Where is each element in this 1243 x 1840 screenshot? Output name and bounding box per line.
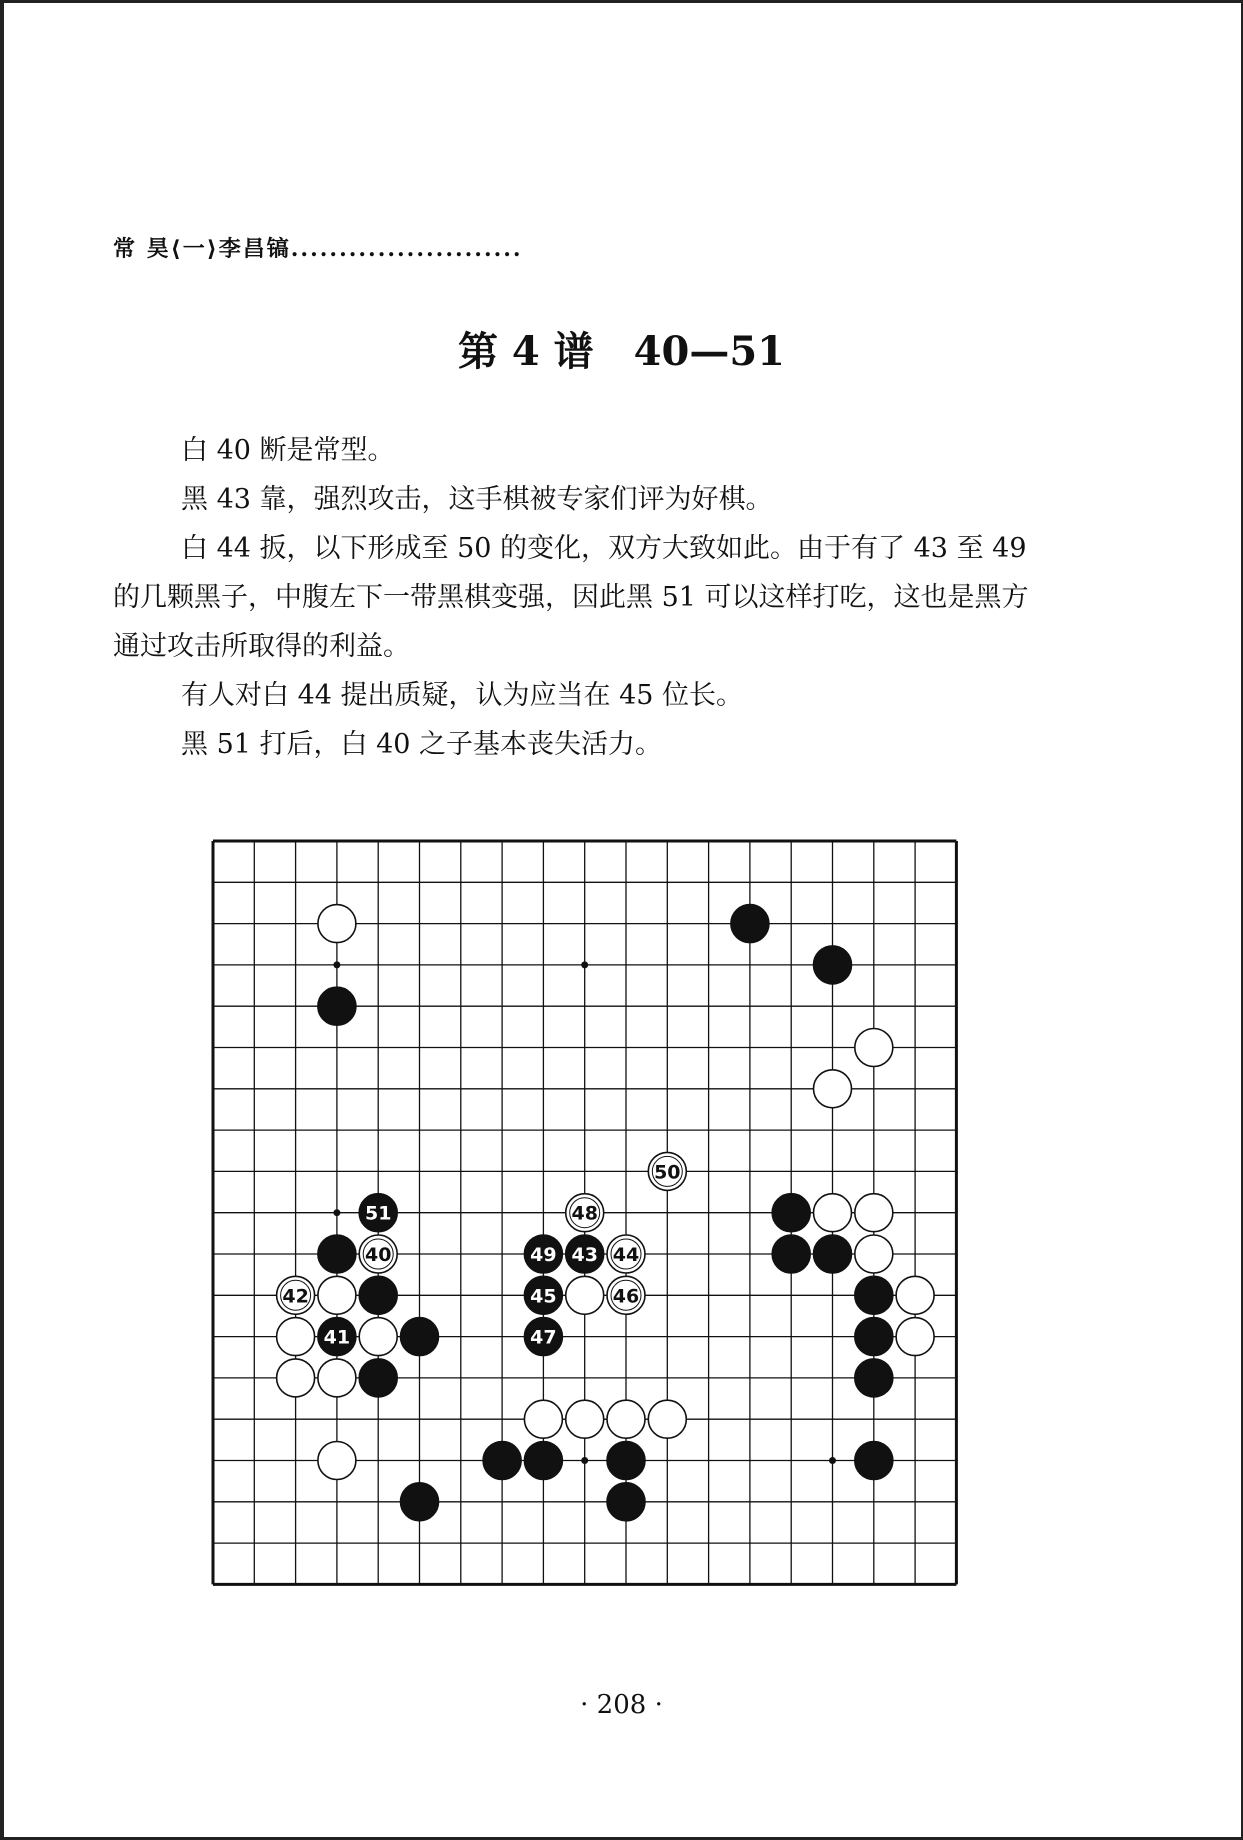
black-stone [359, 1276, 397, 1314]
black-stone [318, 987, 356, 1025]
black-stone [359, 1359, 397, 1397]
white-stone [566, 1276, 604, 1314]
paragraph: 白 44 扳，以下形成至 50 的变化，双方大致如此。由于有了 43 至 49 的几颗黑子，中腹左下一带黑棋变强，因此黑 51 可以这样打吃，这也是黑方通过攻击所取得的利益。 [113, 533, 1029, 662]
black-stone [731, 905, 769, 943]
star-point [333, 1209, 340, 1216]
white-stone [814, 1194, 852, 1232]
star-point [581, 961, 588, 968]
white-stone [318, 1442, 356, 1480]
white-stone [277, 1318, 315, 1356]
move-number: 50 [654, 1161, 681, 1184]
white-stone [318, 1359, 356, 1397]
black-stone [524, 1442, 562, 1480]
star-point [333, 961, 340, 968]
white-stone [566, 1400, 604, 1438]
white-stone [318, 905, 356, 943]
running-head: 常 昊⟨一⟩李昌镐........................ [113, 236, 523, 262]
black-stone [401, 1483, 439, 1521]
move-number: 45 [530, 1285, 557, 1308]
white-stone [855, 1029, 893, 1067]
move-number: 48 [571, 1202, 598, 1225]
white-stone [359, 1318, 397, 1356]
star-point [581, 1457, 588, 1464]
black-stone [855, 1442, 893, 1480]
move-number: 46 [612, 1285, 640, 1308]
white-stone [855, 1194, 893, 1232]
black-stone [772, 1235, 810, 1273]
paragraph: 黑 43 靠，强烈攻击，这手棋被专家们评为好棋。 [181, 484, 773, 515]
black-stone [855, 1276, 893, 1314]
black-stone [401, 1318, 439, 1356]
move-number: 41 [323, 1326, 351, 1349]
black-stone [607, 1442, 645, 1480]
star-point [829, 1457, 836, 1464]
paragraph: 白 40 断是常型。 [181, 435, 395, 466]
paragraph: 黑 51 打后，白 40 之子基本丧失活力。 [181, 729, 663, 760]
move-number: 47 [530, 1326, 557, 1349]
black-stone [855, 1359, 893, 1397]
move-number: 44 [612, 1244, 640, 1266]
black-stone [814, 1235, 852, 1273]
move-number: 42 [282, 1285, 309, 1308]
white-stone [524, 1400, 562, 1438]
white-stone [896, 1318, 934, 1356]
white-stone [648, 1400, 686, 1438]
white-stone [277, 1359, 315, 1397]
move-number: 43 [571, 1244, 598, 1266]
black-stone [772, 1194, 810, 1232]
move-number: 49 [530, 1244, 557, 1266]
page-title: 第 4 谱 40—51 [457, 328, 785, 375]
black-stone [814, 946, 852, 984]
paragraph: 有人对白 44 提出质疑，认为应当在 45 位长。 [181, 680, 744, 711]
commentary [113, 426, 1053, 769]
white-stone [814, 1070, 852, 1108]
move-number: 40 [364, 1244, 392, 1266]
black-stone [483, 1442, 521, 1480]
black-stone [607, 1483, 645, 1521]
white-stone [607, 1400, 645, 1438]
white-stone [855, 1235, 893, 1273]
page-number: · 208 · [580, 1690, 663, 1720]
white-stone [318, 1276, 356, 1314]
go-board-diagram [205, 833, 967, 1595]
white-stone [896, 1276, 934, 1314]
black-stone [855, 1318, 893, 1356]
move-number: 51 [364, 1202, 392, 1225]
black-stone [318, 1235, 356, 1273]
